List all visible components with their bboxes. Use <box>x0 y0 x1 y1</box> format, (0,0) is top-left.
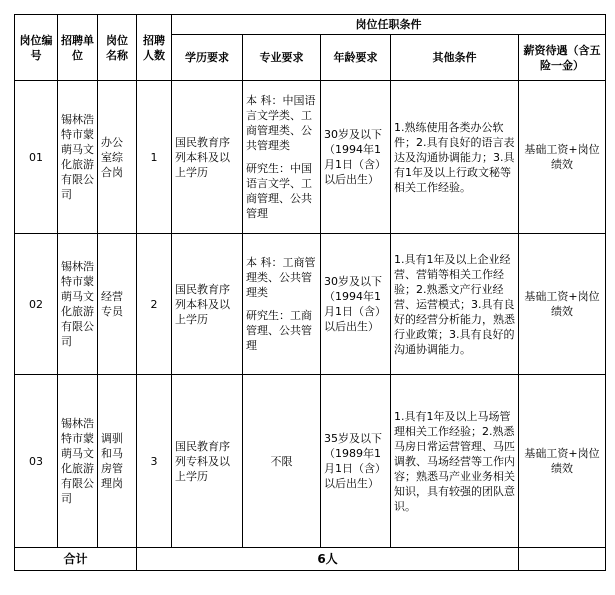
cell-position: 经营专员 <box>98 234 137 375</box>
cell-education: 国民教育序列专科及以上学历 <box>172 375 243 548</box>
cell-major <box>243 81 321 234</box>
total-value: 6人 <box>137 548 519 571</box>
cell-count: 3 <box>137 375 172 548</box>
cell-unit: 锡林浩特市蒙萌马文化旅游有限公司 <box>58 81 98 234</box>
table-row <box>15 234 606 375</box>
header-id: 岗位编号 <box>15 15 58 81</box>
table-row <box>15 81 606 234</box>
header-conditions: 岗位任职条件 <box>172 15 606 35</box>
cell-position: 调驯和马房管理岗 <box>98 375 137 548</box>
header-education: 学历要求 <box>172 35 243 81</box>
cell-id: 01 <box>15 81 58 234</box>
cell-id: 03 <box>15 375 58 548</box>
cell-major: 不限 <box>243 375 321 548</box>
cell-salary: 基础工资+岗位绩效 <box>519 234 606 375</box>
cell-count: 2 <box>137 234 172 375</box>
header-other: 其他条件 <box>391 35 519 81</box>
header-age: 年龄要求 <box>321 35 391 81</box>
header-salary: 薪资待遇（含五险一金） <box>519 35 606 81</box>
cell-education: 国民教育序列本科及以上学历 <box>172 234 243 375</box>
header-position: 岗位名称 <box>98 15 137 81</box>
recruitment-table <box>14 14 606 571</box>
major-grad: 研究生：工商管理、公共管理 <box>246 309 312 352</box>
header-count: 招聘人数 <box>137 15 172 81</box>
cell-unit: 锡林浩特市蒙萌马文化旅游有限公司 <box>58 375 98 548</box>
cell-position: 办公室综合岗 <box>98 81 137 234</box>
total-empty <box>519 548 606 571</box>
cell-other: 1.具有1年及以上马场管理相关工作经验；2.熟悉马房日常运营管理、马匹调教、马场经营等工作内容；熟悉马产业业务相关知识，具有较强的团队意识。 <box>391 375 519 548</box>
major-undergrad: 本 科：工商管理类、公共管理类 <box>246 256 316 299</box>
cell-unit: 锡林浩特市蒙萌马文化旅游有限公司 <box>58 234 98 375</box>
cell-age: 35岁及以下（1989年1月1日（含）以后出生） <box>321 375 391 548</box>
table-row <box>15 375 606 548</box>
header-major: 专业要求 <box>243 35 321 81</box>
cell-age: 30岁及以下（1994年1月1日（含）以后出生） <box>321 234 391 375</box>
cell-other: 1.熟练使用各类办公软件；2.具有良好的语言表达及沟通协调能力；3.具有1年及以上行政文秘等相关工作经验。 <box>391 81 519 234</box>
cell-other: 1.具有1年及以上企业经营、营销等相关工作经验；2.熟悉文产行业经营、运营模式；3.具有良好的经营分析能力，熟悉行业政策；3.具有良好的沟通协调能力。 <box>391 234 519 375</box>
total-label: 合计 <box>15 548 137 571</box>
total-row <box>15 548 606 571</box>
major-undergrad: 本 科：中国语言文学类、工商管理类、公共管理类 <box>246 94 316 152</box>
cell-education: 国民教育序列本科及以上学历 <box>172 81 243 234</box>
cell-count: 1 <box>137 81 172 234</box>
major-grad: 研究生：中国语言文学、工商管理、公共管理 <box>246 162 312 220</box>
cell-id: 02 <box>15 234 58 375</box>
cell-age: 30岁及以下（1994年1月1日（含）以后出生） <box>321 81 391 234</box>
cell-major <box>243 234 321 375</box>
cell-salary: 基础工资+岗位绩效 <box>519 375 606 548</box>
header-unit: 招聘单位 <box>58 15 98 81</box>
cell-salary: 基础工资+岗位绩效 <box>519 81 606 234</box>
